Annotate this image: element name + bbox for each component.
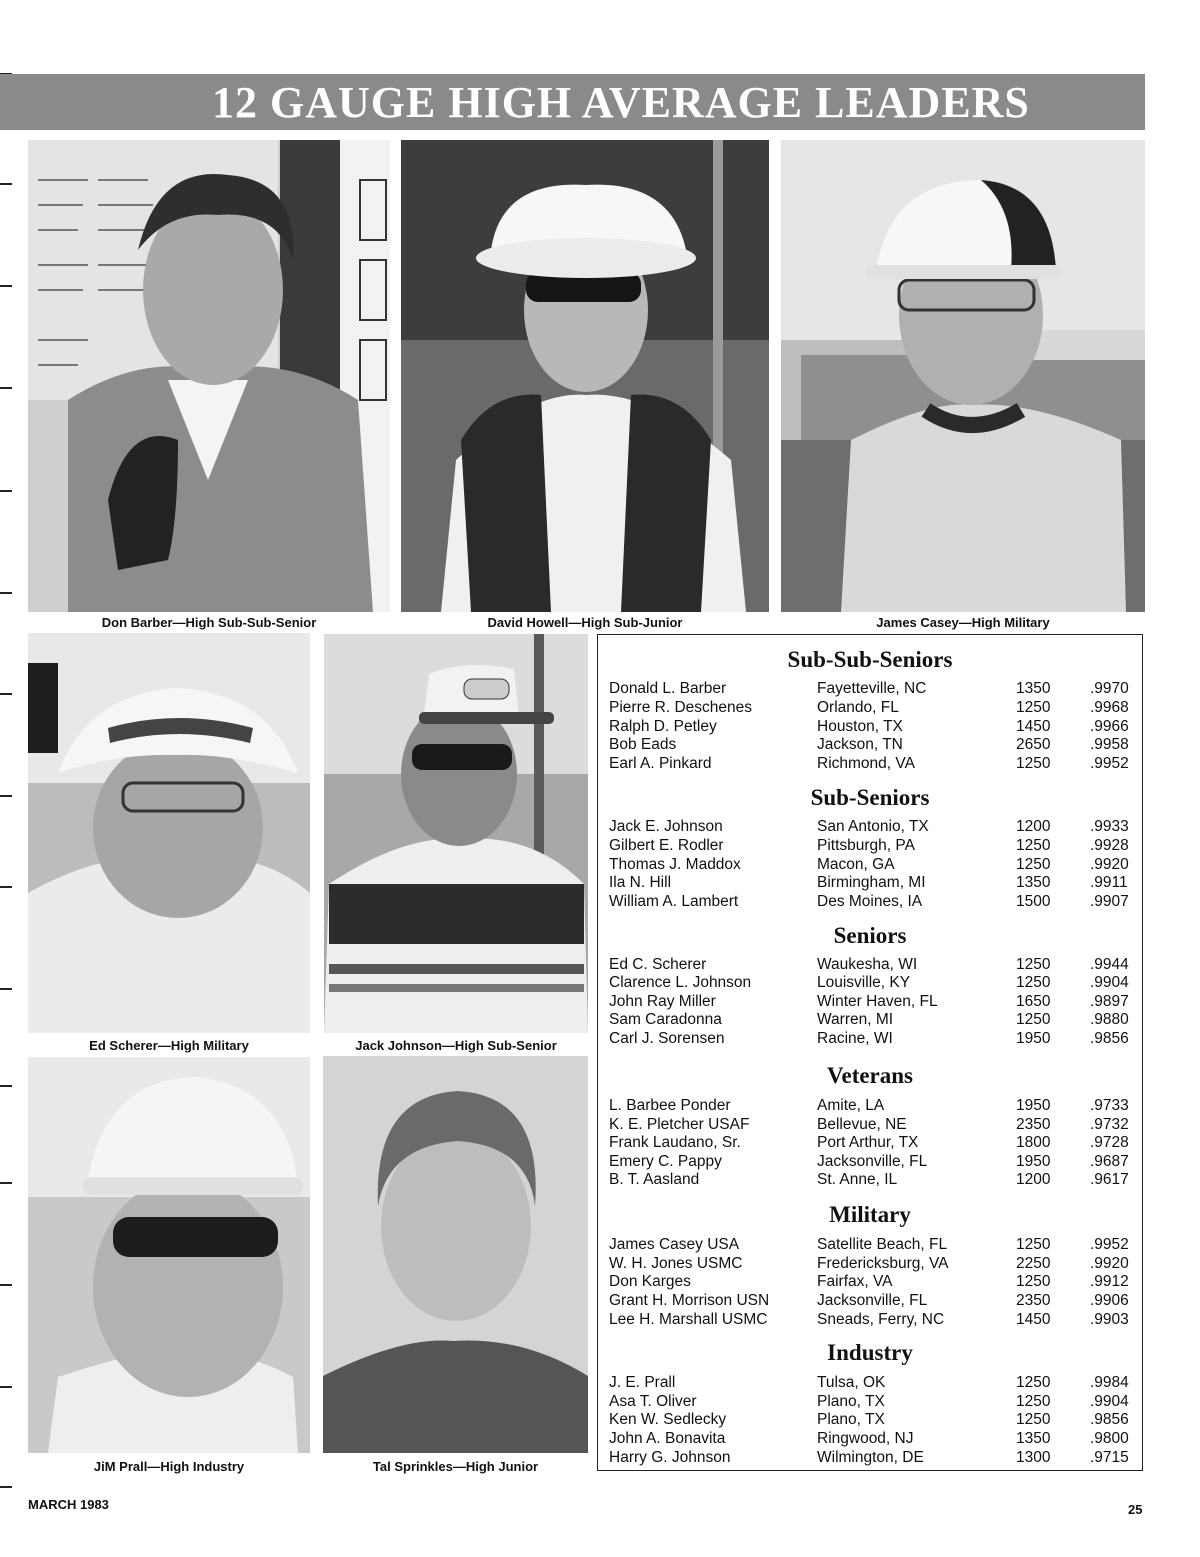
average: .9904: [1090, 974, 1129, 991]
targets-shot: 1250: [1016, 1236, 1051, 1253]
average: .9732: [1090, 1116, 1129, 1133]
table-row: [598, 1115, 1142, 1134]
shooter-name: Ed C. Scherer: [609, 956, 707, 973]
shooter-name: Ila N. Hill: [609, 874, 672, 891]
shooter-hometown: Satellite Beach, FL: [817, 1236, 948, 1253]
average: .9952: [1090, 755, 1129, 772]
page-title: 12 GAUGE HIGH AVERAGE LEADERS: [212, 77, 1030, 127]
targets-shot: 1250: [1016, 956, 1051, 973]
average: .9984: [1090, 1374, 1129, 1391]
shooter-name: James Casey USA: [609, 1236, 740, 1253]
shooter-name: John Ray Miller: [609, 993, 716, 1010]
shooter-name: W. H. Jones USMC: [609, 1255, 743, 1272]
targets-shot: 2350: [1016, 1116, 1051, 1133]
targets-shot: 1300: [1016, 1449, 1051, 1466]
margin-tick: [0, 988, 12, 990]
shooter-hometown: Ringwood, NJ: [817, 1430, 914, 1447]
margin-tick: [0, 285, 12, 287]
margin-tick: [0, 1182, 12, 1184]
photo-david-howell: [401, 140, 769, 612]
shooter-name: Carl J. Sorensen: [609, 1030, 725, 1047]
margin-tick: [0, 1284, 12, 1286]
average: .9952: [1090, 1236, 1129, 1253]
average: .9966: [1090, 718, 1129, 735]
table-row: [598, 1310, 1142, 1329]
table-row: [598, 1170, 1142, 1189]
shooter-hometown: Bellevue, NE: [817, 1116, 907, 1133]
table-row: [598, 973, 1142, 992]
targets-shot: 2350: [1016, 1292, 1051, 1309]
shooter-hometown: Wilmington, DE: [817, 1449, 924, 1466]
margin-tick: [0, 490, 12, 492]
average: .9920: [1090, 856, 1129, 873]
table-row: [598, 1291, 1142, 1310]
targets-shot: 1250: [1016, 1411, 1051, 1428]
table-row: [598, 873, 1142, 892]
table-row: [598, 836, 1142, 855]
average: .9733: [1090, 1097, 1129, 1114]
targets-shot: 1250: [1016, 755, 1051, 772]
category-title: Industry: [827, 1340, 913, 1365]
caption-jim-prall: JiM Prall—High Industry: [93, 1459, 245, 1474]
margin-tick: [0, 387, 12, 389]
shooter-hometown: Warren, MI: [817, 1011, 894, 1028]
average: .9944: [1090, 956, 1129, 973]
targets-shot: 1350: [1016, 874, 1051, 891]
shooter-hometown: Jacksonville, FL: [817, 1153, 928, 1170]
table-row: [598, 1429, 1142, 1448]
average: .9970: [1090, 680, 1129, 697]
average: .9907: [1090, 893, 1129, 910]
average: .9800: [1090, 1430, 1129, 1447]
targets-shot: 1250: [1016, 699, 1051, 716]
table-row: [598, 1373, 1142, 1392]
average: .9880: [1090, 1011, 1129, 1028]
average: .9933: [1090, 818, 1129, 835]
photo-james-casey: [781, 140, 1145, 612]
targets-shot: 1250: [1016, 1393, 1051, 1410]
table-row: [598, 1010, 1142, 1029]
table-row: [598, 817, 1142, 836]
average: .9911: [1090, 874, 1128, 891]
photo-jim-prall: [28, 1057, 310, 1453]
table-row: [598, 679, 1142, 698]
targets-shot: 1450: [1016, 1311, 1051, 1328]
average: .9897: [1090, 993, 1129, 1010]
table-row: [598, 1096, 1142, 1115]
table-row: [598, 1254, 1142, 1273]
targets-shot: 1500: [1016, 893, 1051, 910]
shooter-name: Jack E. Johnson: [609, 818, 723, 835]
shooter-name: Gilbert E. Rodler: [609, 837, 724, 854]
shooter-hometown: Pittsburgh, PA: [817, 837, 915, 854]
shooter-name: Pierre R. Deschenes: [609, 699, 753, 716]
average: .9856: [1090, 1411, 1129, 1428]
targets-shot: 1200: [1016, 818, 1051, 835]
shooter-name: William A. Lambert: [609, 893, 739, 910]
photo-ed-scherer: [28, 633, 310, 1033]
targets-shot: 2250: [1016, 1255, 1051, 1272]
average: .9958: [1090, 736, 1129, 753]
shooter-hometown: Port Arthur, TX: [817, 1134, 919, 1151]
targets-shot: 1250: [1016, 974, 1051, 991]
caption-ed-scherer: Ed Scherer—High Military: [89, 1038, 249, 1053]
targets-shot: 1250: [1016, 837, 1051, 854]
shooter-name: Clarence L. Johnson: [609, 974, 752, 991]
average: .9856: [1090, 1030, 1129, 1047]
shooter-hometown: St. Anne, IL: [817, 1171, 898, 1188]
photo-tal-sprinkles: [323, 1056, 588, 1453]
table-row: [598, 735, 1142, 754]
category-title: Seniors: [833, 923, 907, 948]
shooter-name: Emery C. Pappy: [609, 1153, 722, 1170]
targets-shot: 1350: [1016, 1430, 1051, 1447]
targets-shot: 1800: [1016, 1134, 1051, 1151]
average: .9904: [1090, 1393, 1129, 1410]
shooter-hometown: Plano, TX: [817, 1393, 885, 1410]
shooter-hometown: Fairfax, VA: [817, 1273, 893, 1290]
table-row: [598, 717, 1142, 736]
shooter-hometown: Birmingham, MI: [817, 874, 926, 891]
average: .9687: [1090, 1153, 1129, 1170]
caption-tal-sprinkles: Tal Sprinkles—High Junior: [372, 1459, 539, 1474]
table-row: [598, 892, 1142, 911]
targets-shot: 1950: [1016, 1097, 1051, 1114]
photo-jack-johnson: [324, 634, 588, 1033]
targets-shot: 1250: [1016, 856, 1051, 873]
shooter-name: Ken W. Sedlecky: [609, 1411, 727, 1428]
shooter-hometown: Jacksonville, FL: [817, 1292, 928, 1309]
table-row: [598, 955, 1142, 974]
shooter-name: Ralph D. Petley: [609, 718, 717, 735]
targets-shot: 1950: [1016, 1153, 1051, 1170]
shooter-hometown: Des Moines, IA: [817, 893, 923, 910]
table-row: [598, 1029, 1142, 1048]
shooter-hometown: Houston, TX: [817, 718, 903, 735]
targets-shot: 1250: [1016, 1011, 1051, 1028]
shooter-hometown: Tulsa, OK: [817, 1374, 886, 1391]
shooter-hometown: Jackson, TN: [817, 736, 903, 753]
table-row: [598, 1152, 1142, 1171]
average: .9912: [1090, 1273, 1129, 1290]
average: .9903: [1090, 1311, 1129, 1328]
table-row: [598, 754, 1142, 773]
shooter-hometown: Sneads, Ferry, NC: [817, 1311, 945, 1328]
page-number: 25: [1128, 1502, 1143, 1517]
targets-shot: 1350: [1016, 680, 1051, 697]
shooter-name: Earl A. Pinkard: [609, 755, 712, 772]
targets-shot: 1250: [1016, 1273, 1051, 1290]
margin-tick: [0, 183, 12, 185]
margin-tick: [0, 592, 12, 594]
targets-shot: 1450: [1016, 718, 1051, 735]
title-banner: [0, 74, 1145, 130]
margin-tick: [0, 1386, 12, 1388]
average: .9617: [1090, 1171, 1129, 1188]
table-row: [598, 1235, 1142, 1254]
table-row: [598, 1272, 1142, 1291]
shooter-name: Thomas J. Maddox: [609, 856, 741, 873]
caption-jack-johnson: Jack Johnson—High Sub-Senior: [355, 1038, 557, 1053]
category-title: Military: [829, 1202, 911, 1227]
shooter-name: J. E. Prall: [609, 1374, 676, 1391]
targets-shot: 1650: [1016, 993, 1051, 1010]
table-row: [598, 698, 1142, 717]
category-title: Sub-Seniors: [810, 785, 930, 810]
average: .9920: [1090, 1255, 1129, 1272]
shooter-hometown: Waukesha, WI: [817, 956, 918, 973]
caption-james-casey: James Casey—High Military: [876, 615, 1050, 630]
shooter-name: Frank Laudano, Sr.: [609, 1134, 741, 1151]
average: .9928: [1090, 837, 1129, 854]
caption-david-howell: David Howell—High Sub-Junior: [487, 615, 683, 630]
shooter-hometown: Plano, TX: [817, 1411, 885, 1428]
margin-tick: [0, 1085, 12, 1087]
shooter-hometown: Amite, LA: [817, 1097, 885, 1114]
table-row: [598, 855, 1142, 874]
issue-date: MARCH 1983: [28, 1497, 109, 1512]
shooter-hometown: Macon, GA: [817, 856, 895, 873]
average: .9906: [1090, 1292, 1129, 1309]
targets-shot: 1950: [1016, 1030, 1051, 1047]
category-title: Sub-Sub-Seniors: [787, 647, 953, 672]
shooter-hometown: Orlando, FL: [817, 699, 899, 716]
shooter-name: John A. Bonavita: [609, 1430, 726, 1447]
table-row: [598, 1410, 1142, 1429]
leaders-table: [597, 634, 1143, 1471]
shooter-name: Harry G. Johnson: [609, 1449, 731, 1466]
caption-don-barber: Don Barber—High Sub-Sub-Senior: [101, 615, 317, 630]
category-title: Veterans: [826, 1063, 914, 1088]
targets-shot: 2650: [1016, 736, 1051, 753]
shooter-hometown: Winter Haven, FL: [817, 993, 938, 1010]
margin-tick: [0, 1486, 12, 1488]
margin-tick: [0, 693, 12, 695]
margin-tick: [0, 886, 12, 888]
photo-don-barber: [28, 140, 390, 612]
shooter-hometown: Louisville, KY: [817, 974, 911, 991]
shooter-name: K. E. Pletcher USAF: [609, 1116, 750, 1133]
shooter-name: Lee H. Marshall USMC: [609, 1311, 768, 1328]
table-row: [598, 1448, 1142, 1467]
shooter-hometown: Racine, WI: [817, 1030, 893, 1047]
average: .9728: [1090, 1134, 1129, 1151]
table-row: [598, 992, 1142, 1011]
shooter-name: L. Barbee Ponder: [609, 1097, 731, 1114]
shooter-name: Don Karges: [609, 1273, 691, 1290]
shooter-hometown: Fayetteville, NC: [817, 680, 927, 697]
average: .9715: [1090, 1449, 1129, 1466]
shooter-hometown: Fredericksburg, VA: [817, 1255, 949, 1272]
targets-shot: 1200: [1016, 1171, 1051, 1188]
shooter-hometown: San Antonio, TX: [817, 818, 929, 835]
shooter-name: B. T. Aasland: [609, 1171, 700, 1188]
table-row: [598, 1133, 1142, 1152]
targets-shot: 1250: [1016, 1374, 1051, 1391]
table-row: [598, 1392, 1142, 1411]
average: .9968: [1090, 699, 1129, 716]
shooter-hometown: Richmond, VA: [817, 755, 915, 772]
shooter-name: Sam Caradonna: [609, 1011, 722, 1028]
shooter-name: Grant H. Morrison USN: [609, 1292, 770, 1309]
margin-tick: [0, 795, 12, 797]
shooter-name: Donald L. Barber: [609, 680, 727, 697]
shooter-name: Bob Eads: [609, 736, 677, 753]
shooter-name: Asa T. Oliver: [609, 1393, 697, 1410]
